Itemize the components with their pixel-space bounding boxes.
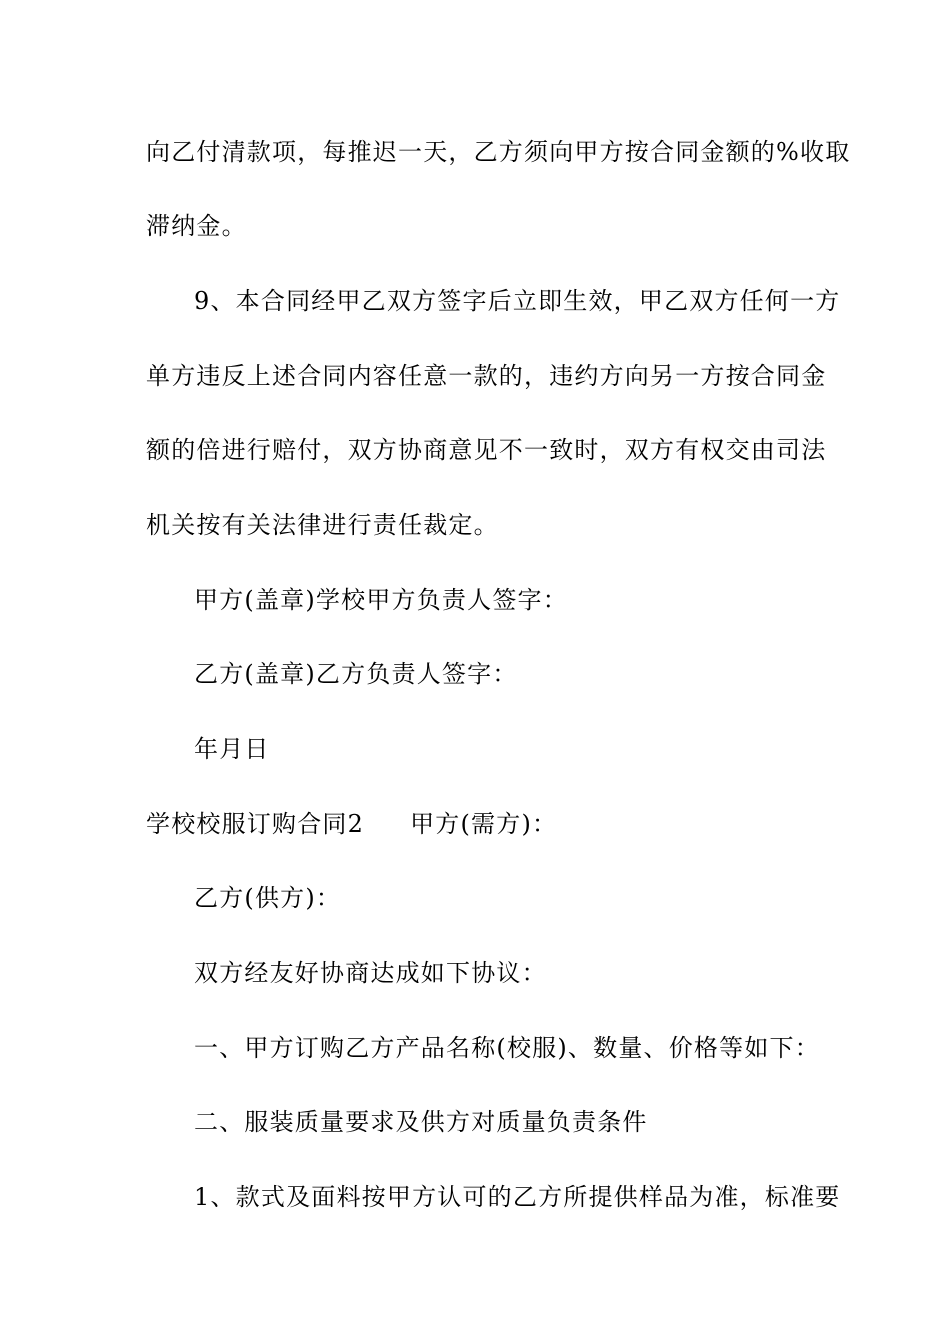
agreement-intro: 双方经友好协商达成如下协议： (194, 959, 547, 987)
party-a-signature-line: 甲方(盖章)学校甲方负责人签字： (194, 586, 568, 614)
paragraph-line-1: 向乙付清款项，每推迟一天，乙方须向甲方按合同金额的%收取 (146, 138, 851, 166)
section-one-heading: 一、甲方订购乙方产品名称(校服)、数量、价格等如下： (194, 1034, 820, 1062)
clause-9-line-4: 机关按有关法律进行责任裁定。 (146, 511, 499, 539)
section-two-item-1: 1、款式及面料按甲方认可的乙方所提供样品为准，标准要 (194, 1183, 841, 1211)
section-two-heading: 二、服装质量要求及供方对质量负责条件 (194, 1108, 648, 1136)
contract-heading-line (146, 809, 814, 839)
clause-9-line-1: 9、本合同经甲乙双方签字后立即生效，甲乙双方任何一方 (194, 287, 841, 315)
date-line: 年月日 (194, 735, 270, 763)
paragraph-line-2: 滞纳金。 (146, 212, 247, 240)
contract-title: 学校校服订购合同2 (146, 810, 365, 838)
party-b-supplier-label: 乙方(供方)： (194, 884, 342, 912)
party-b-signature-line: 乙方(盖章)乙方负责人签字： (194, 660, 518, 688)
clause-9-line-3: 额的倍进行赔付，双方协商意见不一致时，双方有权交由司法 (146, 436, 827, 464)
party-a-buyer-label: 甲方(需方)： (410, 810, 558, 838)
clause-9-line-2: 单方违反上述合同内容任意一款的，违约方向另一方按合同金 (146, 362, 827, 390)
